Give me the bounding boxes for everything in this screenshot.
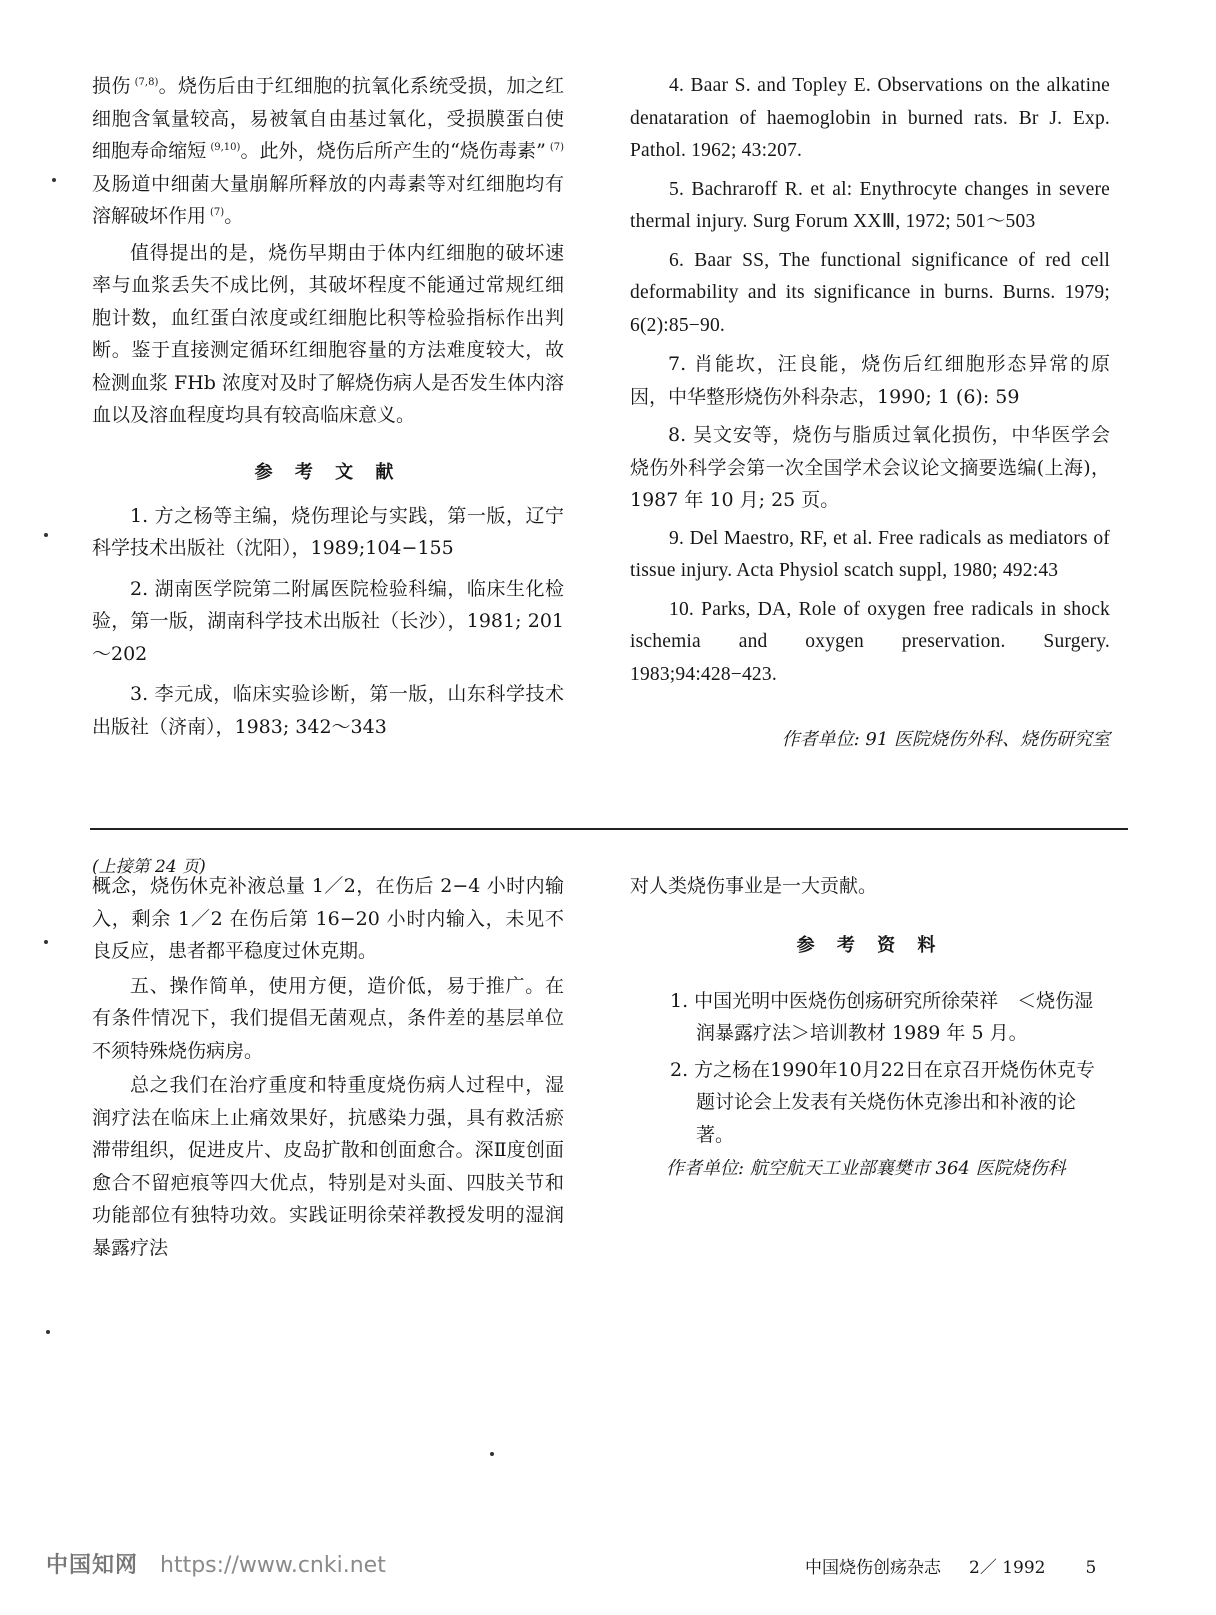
references-list-left [92, 500, 564, 744]
author-unit: 作者单位: 91 医院烧伤外科、烧伤研究室 [781, 729, 1110, 750]
scan-speck [490, 1452, 494, 1456]
reference-item: 10. Parks, DA, Role of oxygen free radicals in shock ischemia and oxygen preservation. Surgery. 1983;94:428−423. [630, 598, 1110, 685]
cnki-watermark: 中国知网 https://www.cnki.net [46, 1553, 386, 1578]
reference-item: 2. 方之杨在1990年10月22日在京召开烧伤休克专题讨论会上发表有关烧伤休克渗出和补液的论著。 [670, 1058, 1095, 1146]
top-right-column [630, 70, 1110, 755]
reference-item: 4. Baar S. and Topley E. Observations on the alkatine denataration of haemoglobin in burned rats. Br J. Exp. Pathol. 1962; 43:207. [630, 75, 1110, 161]
section-divider [90, 828, 1128, 830]
reference-item: 1. 中国光明中医烧伤创疡研究所徐荣祥 ＜烧伤湿润暴露疗法＞培训教材 1989 年 5 月。 [670, 989, 1094, 1044]
reference-item: 1. 方之杨等主编，烧伤理论与实践，第一版，辽宁科学技术出版社（沈阳），1989;104−155 [92, 504, 564, 559]
continued-from-note: (上接第 24 页) [92, 857, 206, 877]
bottom-right-column [630, 870, 1110, 1185]
journal-footer [805, 1553, 1096, 1578]
references-heading: 参 考 资 料 [796, 934, 944, 956]
page-number: 5 [1085, 1558, 1097, 1578]
journal-name: 中国烧伤创疡杂志 [805, 1558, 941, 1578]
body-paragraph: 总之我们在治疗重度和特重度烧伤病人过程中，湿润疗法在临床上止痛效果好，抗感染力强，具有救活瘀滞带组织，促进皮片、皮岛扩散和创面愈合。深Ⅱ度创面愈合不留疤痕等四大优点，特别是对头面、四肢关节和功能部位有独特功效。实践证明徐荣祥教授发明的湿润暴露疗法 [92, 1074, 564, 1259]
body-paragraph: 对人类烧伤事业是一大贡献。 [630, 875, 878, 897]
reference-item: 6. Baar SS, The functional significance of red cell deformability and its significance in burns. Burns. 1979; 6(2):85−90. [630, 249, 1110, 336]
body-paragraph: 五、操作简单，使用方便，造价低，易于推广。在有条件情况下，我们提倡无菌观点，条件差的基层单位不须特殊烧伤病房。 [92, 974, 564, 1062]
scan-speck [44, 940, 48, 944]
reference-item: 2. 湖南医学院第二附属医院检验科编，临床生化检验，第一版，湖南科学技术出版社（长沙），1981; 201～202 [92, 577, 564, 665]
references-list [670, 985, 1110, 1152]
author-unit: 作者单位: 航空航天工业部襄樊市 364 医院烧伤科 [666, 1158, 1066, 1179]
body-paragraph: 损伤 $^{(7,8)}$。烧伤后由于红细胞的抗氧化系统受损，加之红细胞含氧量较高，易被氧自由基过氧化，受损膜蛋白使细胞寿命缩短 $^{(9,10)}$。此外，烧伤后所产生的“烧伤毒素” $^{(7)}$及肠道中细菌大量崩解所释放的内毒素等对红细胞均有溶解破坏作用 $^{(7)}$。 [92, 75, 564, 227]
top-left-column [92, 70, 564, 743]
scan-speck [44, 533, 48, 537]
body-paragraph: 值得提出的是，烧伤早期由于体内红细胞的破坏速率与血浆丢失不成比例，其破坏程度不能通过常规红细胞计数，血红蛋白浓度或红细胞比积等检验指标作出判断。鉴于直接测定循环红细胞容量的方法难度较大，故检测血浆 FHb 浓度对及时了解烧伤病人是否发生体内溶血以及溶血程度均具有较高临床意义。 [92, 241, 564, 426]
scan-speck [46, 1330, 50, 1334]
bottom-left-column [92, 870, 564, 1264]
references-heading: 参 考 文 献 [254, 461, 402, 483]
reference-item: 8. 吴文安等，烧伤与脂质过氧化损伤，中华医学会烧伤外科学会第一次全国学术会议论文摘要选编(上海)，1987 年 10 月; 25 页。 [630, 424, 1110, 511]
scan-speck [52, 178, 56, 182]
reference-item: 9. Del Maestro, RF, et al. Free radicals as mediators of tissue injury. Acta Physiol scatch suppl, 1980; 492:43 [630, 527, 1110, 581]
body-paragraph: 概念，烧伤休克补液总量 1／2，在伤后 2−4 小时内输入，剩余 1／2 在伤后第 16−20 小时内输入，未见不良反应，患者都平稳度过休克期。 [92, 875, 564, 962]
reference-item: 3. 李元成，临床实验诊断，第一版，山东科学技术出版社（济南），1983; 342～343 [92, 683, 564, 738]
issue-number: 2／ 1992 [969, 1558, 1046, 1578]
reference-item: 5. Bachraroff R. et al: Enythrocyte changes in severe thermal injury. Surg Forum XXⅢ, 1972; 501～503 [630, 178, 1110, 232]
reference-item: 7. 肖能坎，汪良能，烧伤后红细胞形态异常的原因，中华整形烧伤外科杂志，1990; 1 (6): 59 [630, 353, 1110, 408]
